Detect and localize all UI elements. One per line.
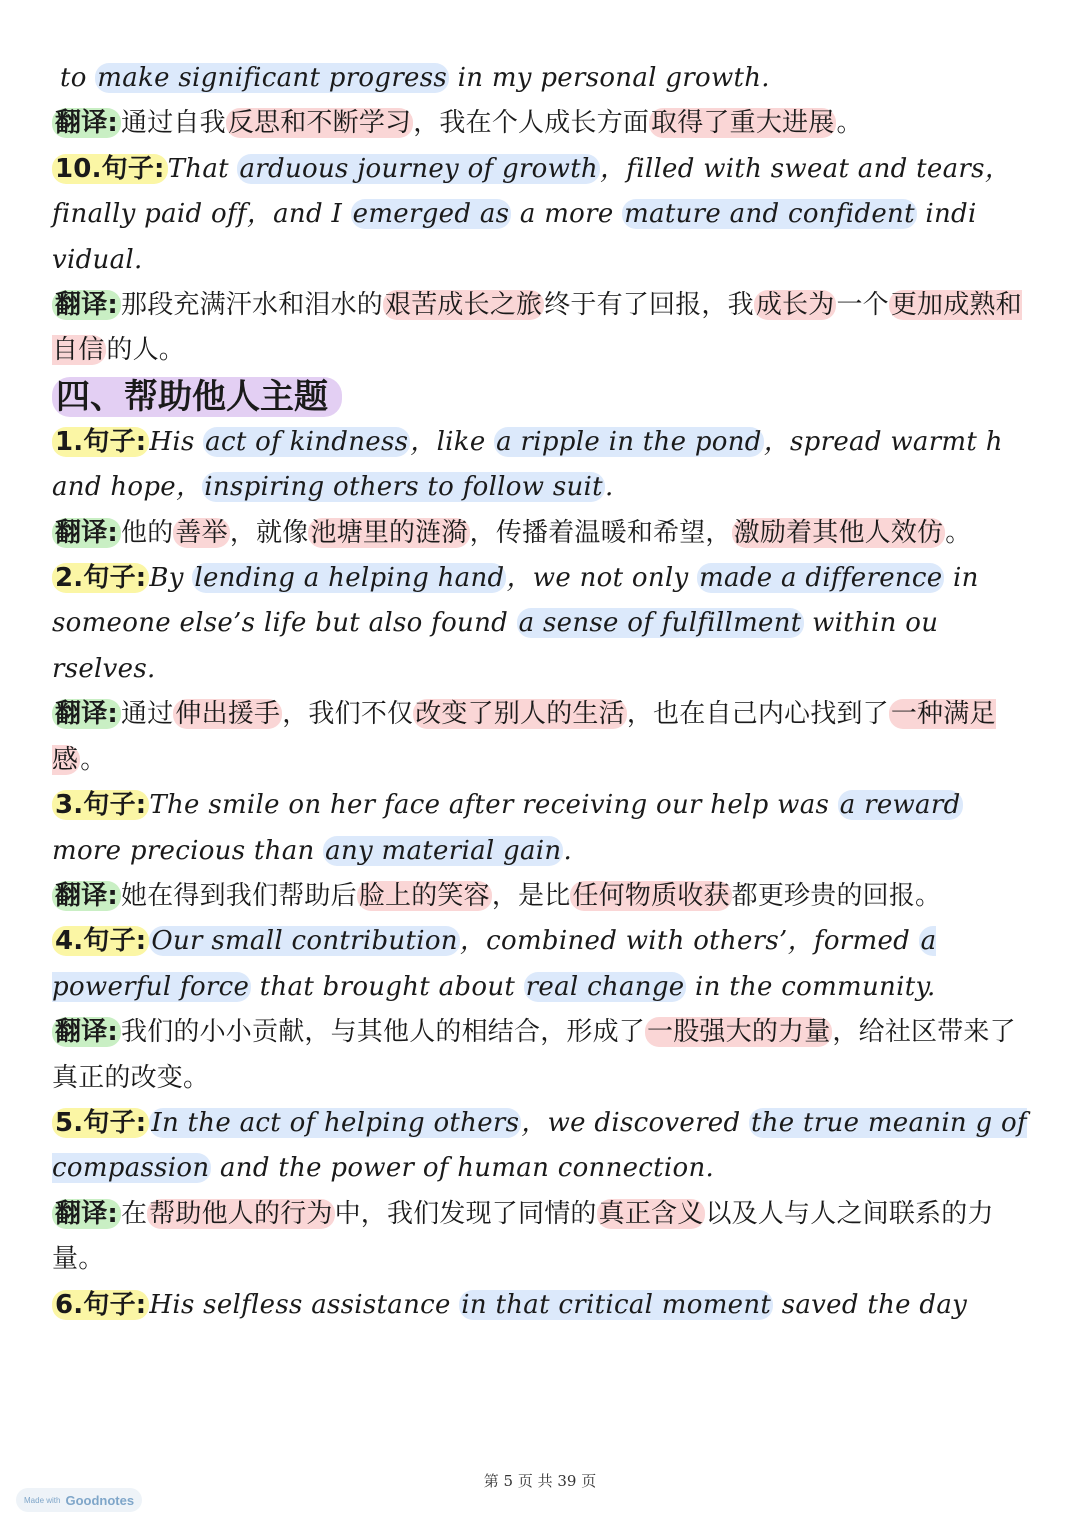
highlight-phrase: arduous journey of growth (239, 153, 598, 184)
highlight-phrase: the true meanin g of compassion (52, 1107, 1027, 1184)
sentence-line: 2.句子: By lending a helping hand，we not only made a difference in someone else’s life but also found a sense of fulfillment within ou rselves. (52, 563, 979, 684)
highlight-phrase: Our small contribution (151, 926, 458, 957)
highlight-phrase: any material gain (325, 835, 562, 866)
translation-line: 翻译: 他的善举，就像池塘里的涟漪，传播着温暖和希望，激励着其他人效仿。 (52, 511, 1032, 556)
sentence-line: 10.句子: That arduous journey of growth，filled with sweat and tears，finally paid off，and I emerged as a more mature and confident indi vidual. (52, 153, 1012, 275)
sentence-line: 1.句子: His act of kindness，like a ripple in the pond，spread warmt h and hope，inspiring others to follow suit. (52, 426, 1003, 503)
translation-line: 翻译: 通过伸出援手，我们不仅改变了别人的生活，也在自己内心找到了一种满足感。 (52, 699, 996, 775)
highlight-phrase: make significant progress (97, 63, 448, 93)
sentence-line: 6.句子: His selfless assistance in that critical moment saved the day (52, 1283, 1032, 1328)
translation-label: 翻译: (52, 108, 121, 138)
highlight-phrase: 反思和不断学习 (227, 108, 412, 139)
sentence-line: 4.句子: Our small contribution，combined with others’，formed a powerful force that brought about real change in the community. (52, 926, 937, 1002)
highlight-phrase: 伸出援手 (175, 699, 281, 730)
translation-label: 翻译: (52, 290, 121, 320)
made-with-text: Made with (24, 1495, 61, 1505)
translation-line: 翻译: 那段充满汗水和泪水的艰苦成长之旅终于有了回报，我成长为一个更加成熟和自信的人。 (52, 290, 1022, 366)
sentence-label: 3.句子: (52, 790, 149, 820)
page-number: 第 5 页 共 39 页 (483, 1472, 597, 1490)
sentence-label: 1.句子: (52, 427, 149, 457)
translation-line: 翻译: 她在得到我们帮助后脸上的笑容，是比任何物质收获都更珍贵的回报。 (52, 874, 1032, 919)
highlight-phrase: a ripple in the pond (496, 426, 762, 457)
translation-label: 翻译: (52, 881, 121, 911)
highlight-phrase: In the act of helping others (151, 1107, 520, 1138)
highlight-phrase: real change (525, 971, 685, 1002)
goodnotes-logo-text: Goodnotes (65, 1492, 135, 1508)
highlight-phrase: 成长为 (755, 290, 835, 321)
highlight-phrase: 一股强大的力量 (647, 1017, 831, 1048)
highlight-phrase: 一种满足感 (52, 699, 996, 775)
sentence-continuation: to make significant progress in my personal growth. (60, 63, 770, 93)
notes-content (52, 56, 1032, 1328)
highlight-phrase: a sense of fulfillment (518, 608, 802, 639)
translation-label: 翻译: (52, 699, 121, 729)
section-heading: 四、帮助他人主题 (52, 374, 1032, 420)
sentence-line: 5.句子: In the act of helping others，we discovered the true meanin g of compassion and the power of human connection. (52, 1107, 1027, 1184)
highlight-phrase: made a difference (699, 563, 943, 594)
highlight-phrase: 改变了别人的生活 (415, 699, 625, 730)
translation-line: 翻译: 通过自我反思和不断学习，我在个人成长方面取得了重大进展。 (52, 101, 1032, 146)
highlight-phrase: inspiring others to follow suit (204, 472, 603, 503)
highlight-phrase: 真正含义 (598, 1198, 704, 1229)
highlight-phrase: a reward (839, 790, 961, 821)
sentence-label: 5.句子: (52, 1108, 149, 1138)
goodnotes-badge (16, 1488, 142, 1512)
sentence-line: 3.句子: The smile on her face after receiving our help was a reward more precious than any material gain. (52, 790, 961, 866)
translation-line: 翻译: 在帮助他人的行为中，我们发现了同情的真正含义以及人与人之间联系的力量。 (52, 1198, 994, 1275)
highlight-phrase: 帮助他人的行为 (149, 1198, 333, 1229)
sentence-label: 6.句子: (52, 1290, 149, 1320)
highlight-phrase: in that critical moment (461, 1289, 772, 1320)
translation-label: 翻译: (52, 1017, 121, 1047)
highlight-phrase: 脸上的笑容 (358, 880, 490, 911)
highlight-phrase: 善举 (175, 517, 228, 548)
highlight-phrase: lending a helping hand (194, 563, 505, 594)
highlight-phrase: emerged as (352, 199, 510, 230)
highlight-phrase: 激励着其他人效仿 (733, 517, 944, 548)
highlight-phrase: mature and confident (624, 199, 915, 230)
highlight-phrase: 更加成熟和自信 (52, 290, 1022, 366)
translation-label: 翻译: (52, 518, 121, 548)
highlight-phrase: act of kindness (205, 426, 409, 457)
highlight-phrase: 池塘里的涟漪 (310, 517, 468, 548)
highlight-phrase: 艰苦成长之旅 (385, 290, 543, 321)
highlight-phrase: a powerful force (52, 926, 937, 1002)
translation-label: 翻译: (52, 1199, 121, 1229)
translation-line: 翻译: 我们的小小贡献，与其他人的相结合，形成了一股强大的力量，给社区带来了真正的改变。 (52, 1017, 1016, 1093)
sentence-label: 4.句子: (52, 926, 149, 956)
sentence-label: 2.句子: (52, 563, 149, 593)
highlight-phrase: 取得了重大进展 (651, 108, 835, 139)
sentence-label: 10.句子: (52, 154, 168, 184)
highlight-phrase: 任何物质收获 (572, 880, 730, 911)
